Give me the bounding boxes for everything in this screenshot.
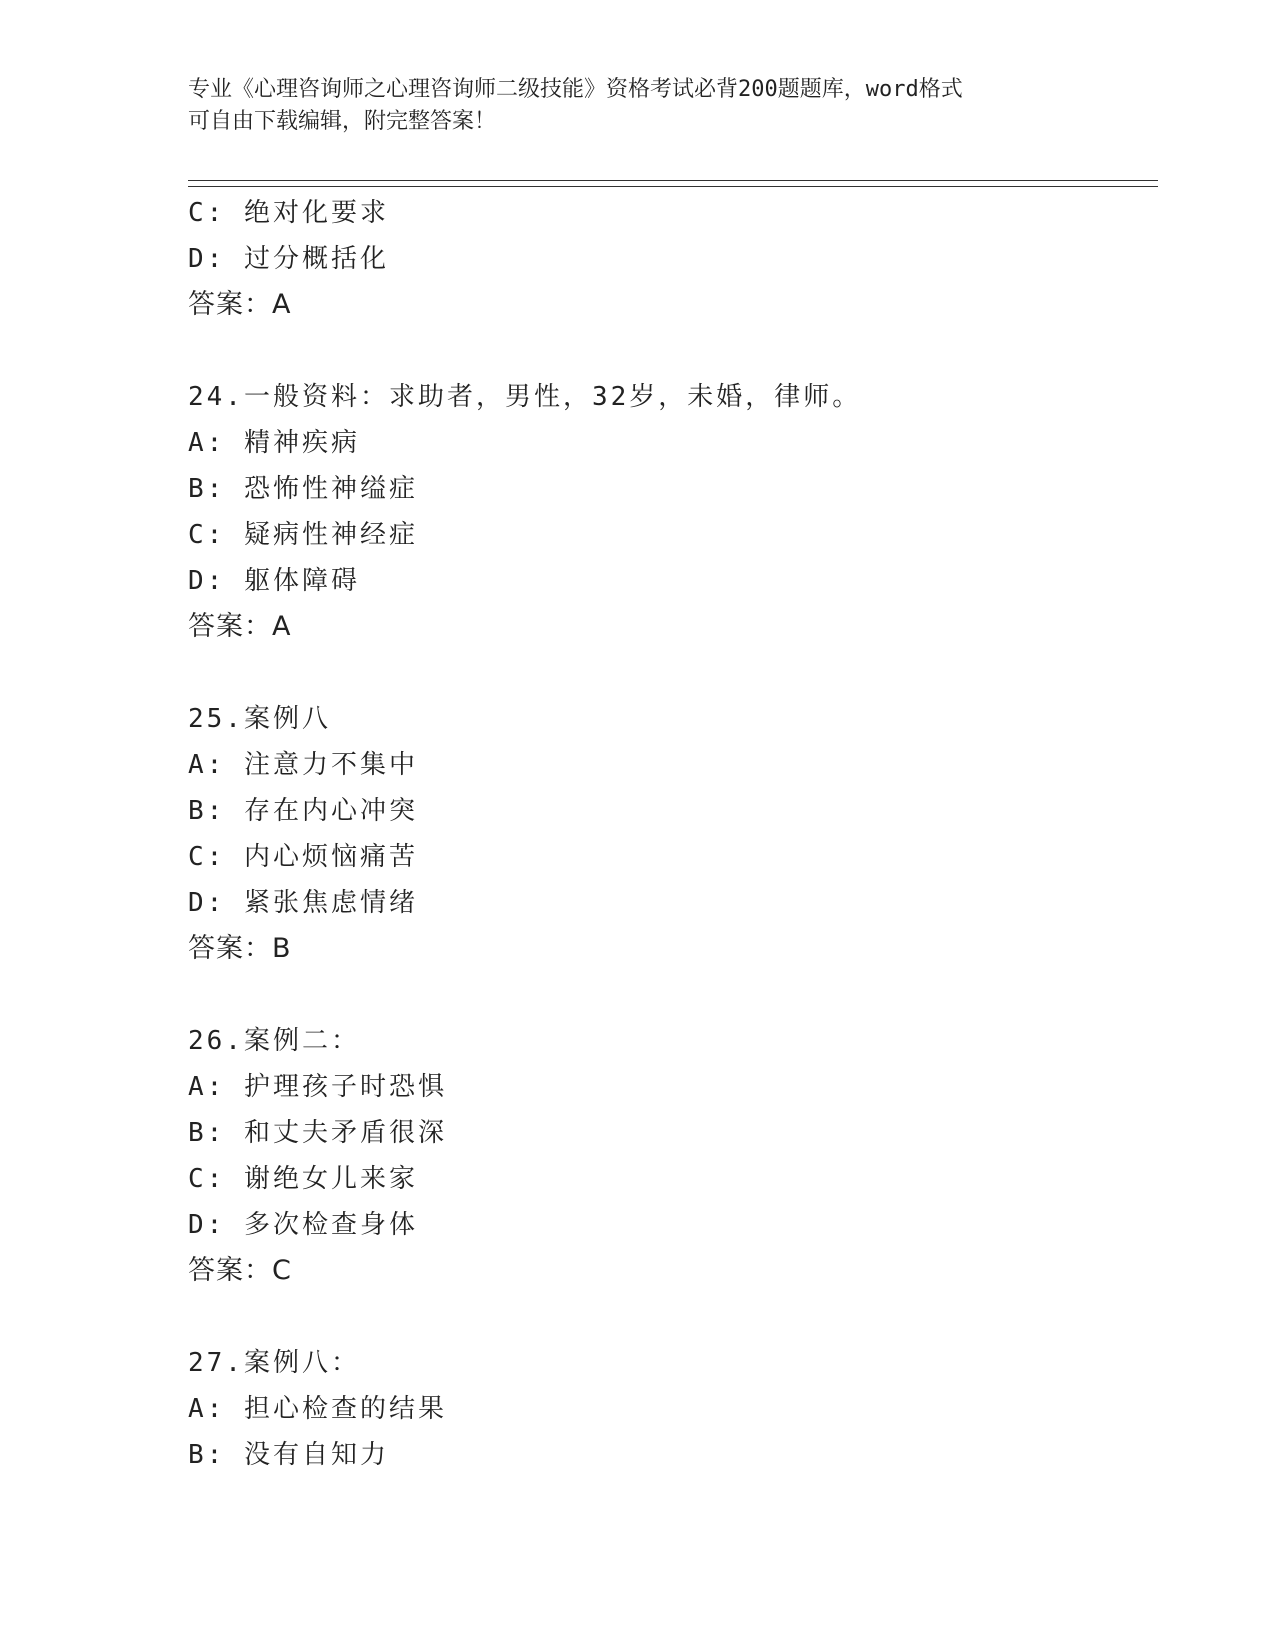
option-b: B: 存在内心冲突 xyxy=(188,796,418,826)
option-b: B: 没有自知力 xyxy=(188,1440,389,1470)
spacer xyxy=(188,1294,1158,1340)
question-block-27 xyxy=(188,1340,1158,1478)
spacer xyxy=(188,650,1158,696)
option-c: C: 谢绝女儿来家 xyxy=(188,1164,418,1194)
question-stem: 25.案例八 xyxy=(188,704,331,734)
question-stem: 24.一般资料：求助者，男性，32岁，未婚，律师。 xyxy=(188,382,862,412)
answer-line: 答案：B xyxy=(188,933,292,964)
question-block-25 xyxy=(188,696,1158,972)
option-c: C: 内心烦恼痛苦 xyxy=(188,842,418,872)
question-block-24 xyxy=(188,374,1158,650)
option-b: B: 和丈夫矛盾很深 xyxy=(188,1118,447,1148)
option-a: A: 担心检查的结果 xyxy=(188,1394,447,1424)
page-header xyxy=(188,74,1088,138)
option-c: C: 绝对化要求 xyxy=(188,198,389,228)
question-block-26 xyxy=(188,1018,1158,1294)
document-subtitle: 可自由下载编辑，附完整答案！ xyxy=(188,109,497,134)
spacer xyxy=(188,972,1158,1018)
option-d: D: 躯体障碍 xyxy=(188,566,360,596)
answer-line: 答案：A xyxy=(188,289,292,320)
option-d: D: 过分概括化 xyxy=(188,244,389,274)
header-divider xyxy=(188,180,1158,187)
question-stem: 27.案例八： xyxy=(188,1348,360,1378)
option-a: A: 护理孩子时恐惧 xyxy=(188,1072,447,1102)
answer-line: 答案：C xyxy=(188,1255,292,1286)
option-a: A: 精神疾病 xyxy=(188,428,360,458)
option-d: D: 多次检查身体 xyxy=(188,1210,418,1240)
option-b: B: 恐怖性神缢症 xyxy=(188,474,418,504)
spacer xyxy=(188,328,1158,374)
option-c: C: 疑病性神经症 xyxy=(188,520,418,550)
question-block-prev xyxy=(188,190,1158,328)
answer-line: 答案：A xyxy=(188,611,292,642)
question-stem: 26.案例二： xyxy=(188,1026,360,1056)
option-a: A: 注意力不集中 xyxy=(188,750,418,780)
question-list xyxy=(188,190,1158,1478)
option-d: D: 紧张焦虑情绪 xyxy=(188,888,418,918)
document-title: 专业《心理咨询师之心理咨询师二级技能》资格考试必背200题题库，word格式 xyxy=(188,77,963,102)
